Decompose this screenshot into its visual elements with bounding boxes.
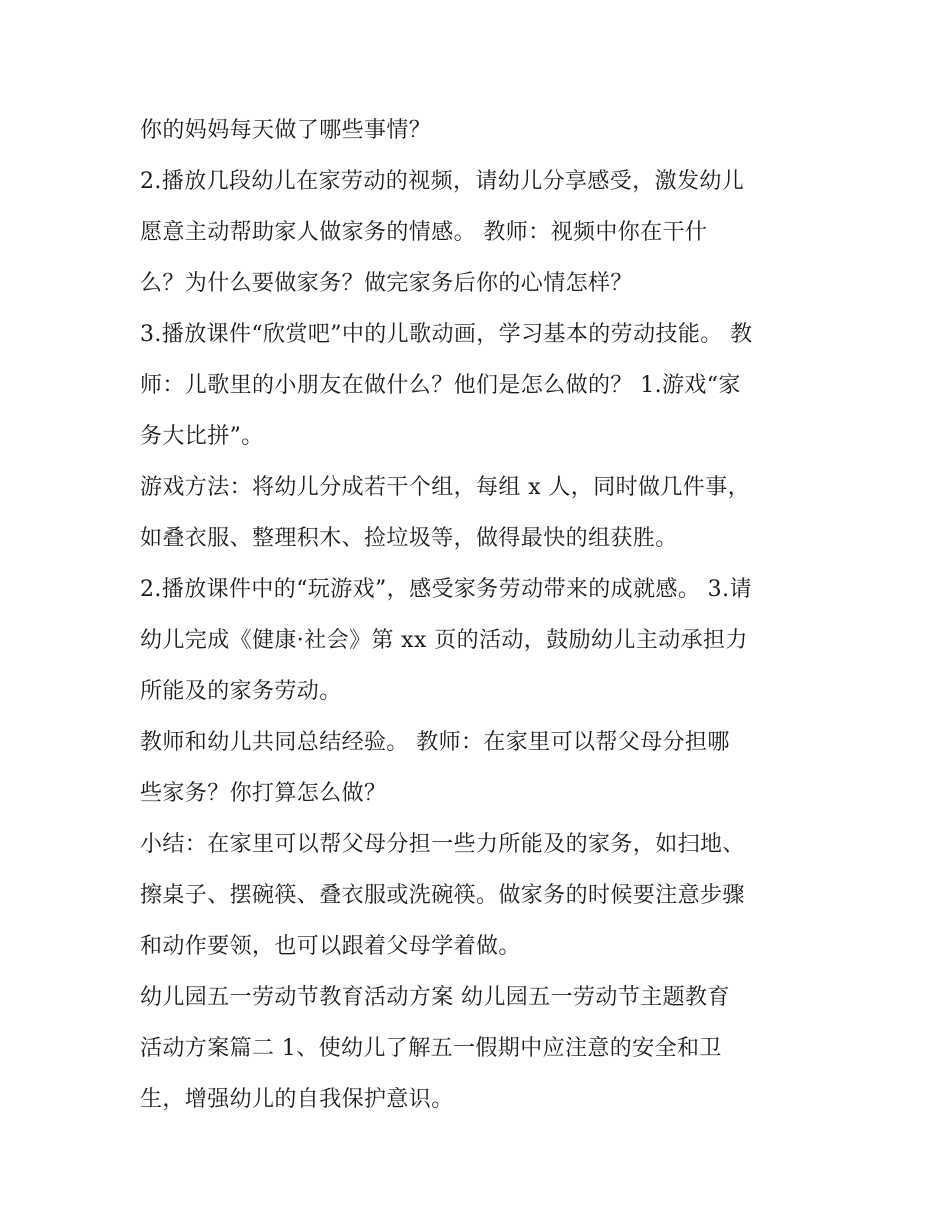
text-line: 游戏方法：将幼儿分成若干个组，每组 x 人，同时做几件事， xyxy=(140,475,750,500)
text-line: 师：儿歌里的小朋友在做什么？他们是怎么做的？ 1.游戏“家 xyxy=(140,373,741,398)
text-line: 你的妈妈每天做了哪些事情？ xyxy=(140,118,432,143)
text-line: 活动方案篇二 1、使幼儿了解五一假期中应注意的安全和卫 xyxy=(140,1036,722,1061)
text-line: 些家务？你打算怎么做？ xyxy=(140,781,387,806)
text-line: 3.播放课件“欣赏吧”中的儿歌动画，学习基本的劳动技能。 教 xyxy=(140,322,753,347)
text-line: 擦桌子、摆碗筷、叠衣服或洗碗筷。做家务的时候要注意步骤 xyxy=(140,883,745,908)
text-line: 么？为什么要做家务？做完家务后你的心情怎样？ xyxy=(140,271,633,296)
text-line: 和动作要领，也可以跟着父母学着做。 xyxy=(140,934,521,959)
text-line: 愿意主动帮助家人做家务的情感。 教师：视频中你在干什 xyxy=(140,220,708,245)
text-line: 如叠衣服、整理积木、捡垃圾等，做得最快的组获胜。 xyxy=(140,526,678,551)
text-line: 2.播放几段幼儿在家劳动的视频，请幼儿分享感受，激发幼儿 xyxy=(140,169,745,194)
text-line: 生，增强幼儿的自我保护意识。 xyxy=(140,1087,454,1112)
text-line: 小结：在家里可以帮父母分担一些力所能及的家务，如扫地、 xyxy=(140,832,745,857)
text-line: 幼儿园五一劳动节教育活动方案 幼儿园五一劳动节主题教育 xyxy=(140,985,730,1010)
text-line: 务大比拼”。 xyxy=(140,424,264,449)
text-line: 2.播放课件中的“玩游戏”，感受家务劳动带来的成就感。 3.请 xyxy=(140,577,752,602)
text-line: 所能及的家务劳动。 xyxy=(140,679,342,704)
document-body xyxy=(140,105,830,1125)
text-line: 幼儿完成《健康·社会》第 xx 页的活动，鼓励幼儿主动承担力 xyxy=(140,628,748,653)
text-line: 教师和幼儿共同总结经验。 教师：在家里可以帮父母分担哪 xyxy=(140,730,730,755)
